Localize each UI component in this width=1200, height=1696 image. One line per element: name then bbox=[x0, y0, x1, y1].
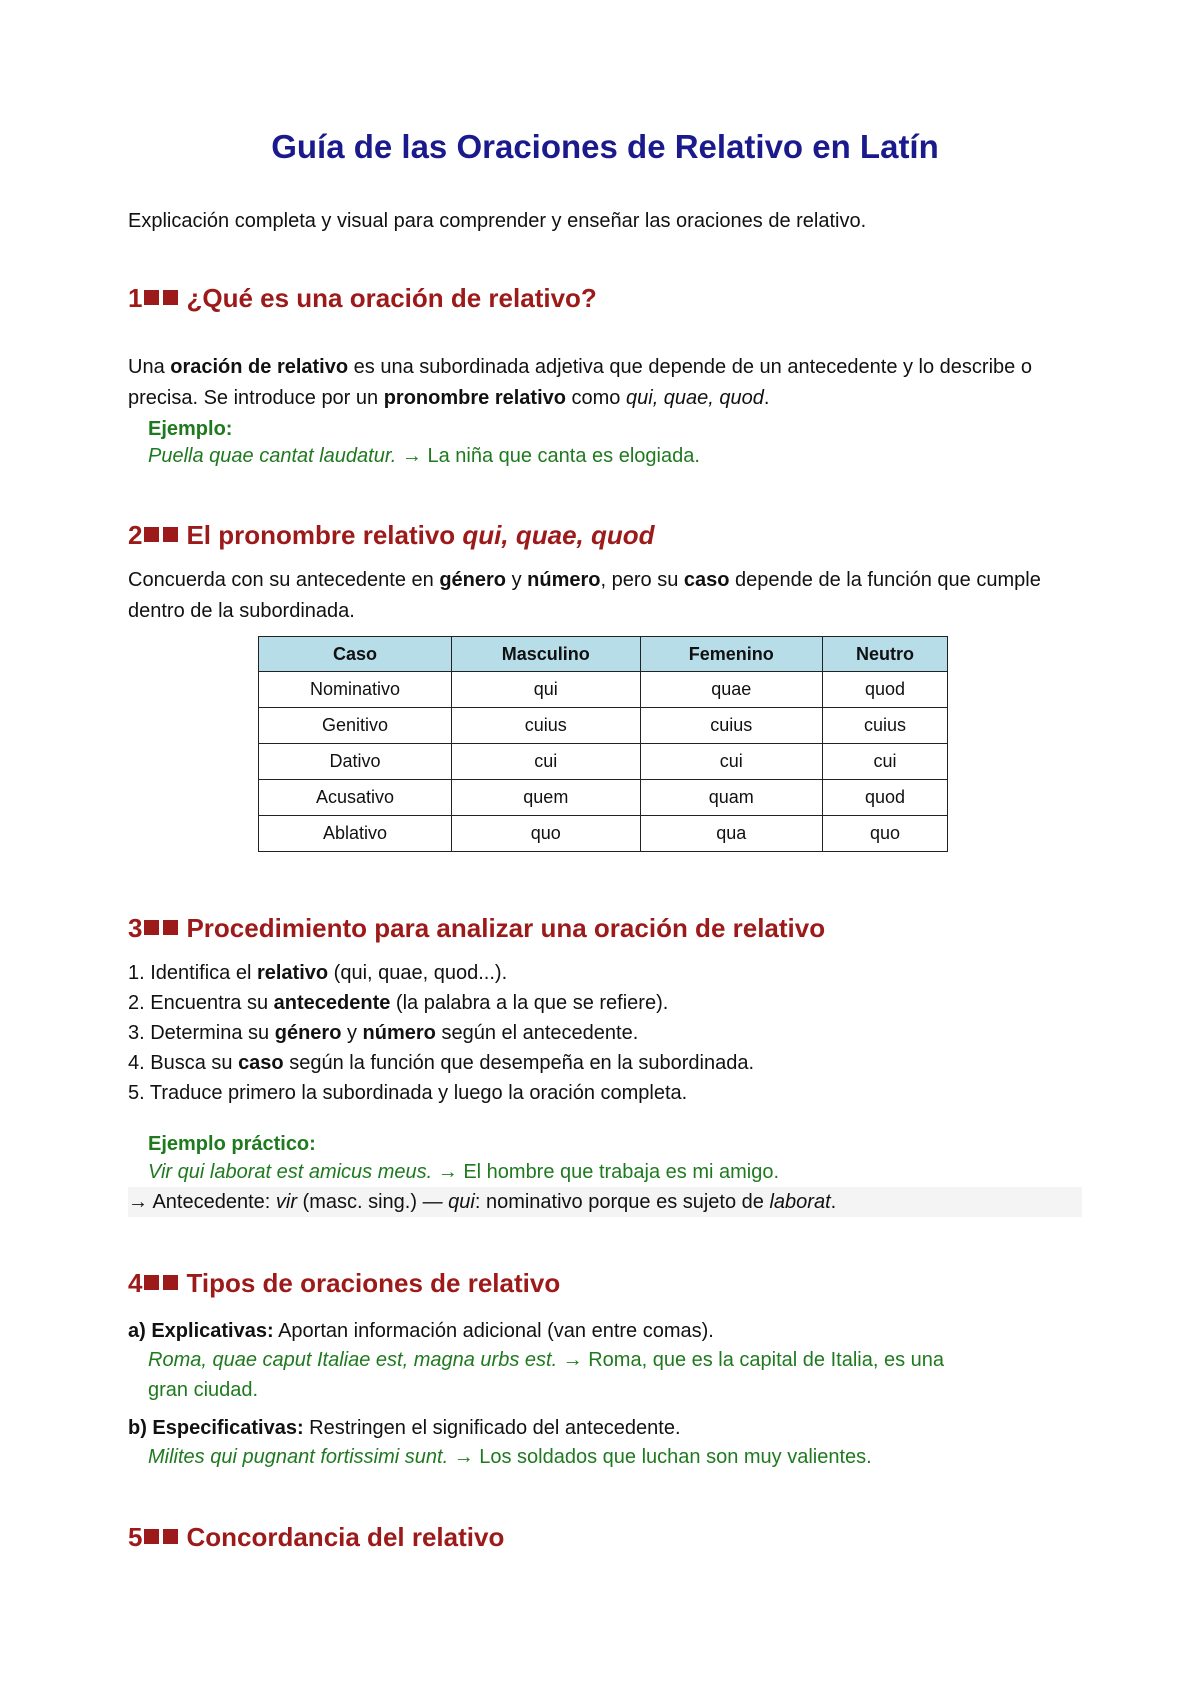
table-header-row bbox=[259, 637, 948, 672]
page-title: Guía de las Oraciones de Relativo en Latín bbox=[271, 128, 939, 165]
list-item bbox=[128, 988, 754, 1018]
bold-term: pronombre relativo bbox=[383, 387, 566, 409]
text-run: depende de la función que cumple dentro de la subordinada. bbox=[128, 569, 1041, 622]
bold-term: número bbox=[362, 1022, 436, 1044]
section-number: 1 bbox=[128, 283, 143, 313]
table-row bbox=[259, 672, 948, 708]
section-number: 5 bbox=[128, 1522, 143, 1552]
text-run: Aportan información adicional (van entre comas). bbox=[273, 1320, 714, 1342]
square-icon bbox=[144, 527, 159, 542]
list-item bbox=[128, 1018, 754, 1048]
list-item bbox=[128, 958, 754, 988]
square-icon bbox=[163, 1275, 178, 1290]
analysis-steps-list bbox=[128, 958, 754, 1108]
text-run: 5. Traduce primero la subordinada y luego la oración completa. bbox=[128, 1082, 688, 1104]
bold-term: antecedente bbox=[273, 992, 391, 1014]
bold-term: oración de relativo bbox=[170, 356, 349, 378]
text-run: Una bbox=[128, 356, 171, 378]
square-icon bbox=[163, 920, 178, 935]
table-cell: Acusativo bbox=[259, 780, 452, 816]
bold-term: b) Especificativas: bbox=[128, 1417, 304, 1439]
square-icon bbox=[144, 1275, 159, 1290]
latin-sentence: Milites qui pugnant fortissimi sunt. bbox=[148, 1446, 449, 1468]
section-number: 3 bbox=[128, 913, 143, 943]
table-cell: quam bbox=[640, 780, 822, 816]
text-run: → Antecedente: bbox=[128, 1191, 276, 1213]
text-run: , pero su bbox=[600, 569, 684, 591]
section-title-italic: qui, quae, quod bbox=[462, 520, 655, 550]
text-run: Restringen el significado del antecedente. bbox=[303, 1417, 681, 1439]
table-cell: cui bbox=[451, 744, 640, 780]
section-3-heading bbox=[128, 913, 825, 944]
section-title: Concordancia del relativo bbox=[186, 1522, 505, 1552]
table-cell: cuius bbox=[822, 708, 947, 744]
table-row bbox=[259, 744, 948, 780]
example-label: Ejemplo: bbox=[148, 418, 233, 440]
translation: → Los soldados que luchan son muy valientes. bbox=[448, 1446, 872, 1468]
section-5-heading bbox=[128, 1522, 504, 1553]
text-run: 3. Determina su bbox=[128, 1022, 275, 1044]
section-1-heading bbox=[128, 283, 597, 314]
text-run: como bbox=[565, 387, 626, 409]
type-a-line bbox=[128, 1320, 714, 1343]
section-1-paragraph bbox=[128, 352, 1082, 414]
bold-term: caso bbox=[683, 569, 730, 591]
square-icon bbox=[144, 1529, 159, 1544]
table-header-cell: Femenino bbox=[640, 637, 822, 672]
table-row bbox=[259, 780, 948, 816]
table-cell: Ablativo bbox=[259, 816, 452, 852]
example-line bbox=[148, 1157, 779, 1187]
relative-pronoun-table bbox=[258, 636, 948, 852]
text-run: (masc. sing.) — bbox=[297, 1191, 449, 1213]
text-run: y bbox=[506, 569, 528, 591]
italic-term: qui, quae, quod bbox=[626, 387, 764, 409]
table-cell: quod bbox=[822, 780, 947, 816]
section-4-heading bbox=[128, 1268, 560, 1299]
table-cell: cuius bbox=[451, 708, 640, 744]
table-cell: quem bbox=[451, 780, 640, 816]
latin-sentence: Puella quae cantat laudatur. bbox=[148, 445, 397, 467]
text-run: 4. Busca su bbox=[128, 1052, 239, 1074]
example-line bbox=[148, 1345, 944, 1375]
italic-term: qui bbox=[448, 1191, 475, 1213]
table-cell: qua bbox=[640, 816, 822, 852]
square-icon bbox=[144, 920, 159, 935]
text-run: (qui, quae, quod...). bbox=[328, 962, 508, 984]
example-line bbox=[148, 1442, 872, 1472]
bold-term: a) Explicativas: bbox=[128, 1320, 274, 1342]
section-title: ¿Qué es una oración de relativo? bbox=[186, 283, 597, 313]
text-run: según la función que desempeña en la subordinada. bbox=[283, 1052, 755, 1074]
table-cell: cuius bbox=[640, 708, 822, 744]
example-line-continued: gran ciudad. bbox=[148, 1379, 259, 1401]
section-number: 2 bbox=[128, 520, 143, 550]
bold-term: caso bbox=[238, 1052, 284, 1074]
italic-term: vir bbox=[275, 1191, 297, 1213]
text-run: : nominativo porque es sujeto de bbox=[474, 1191, 770, 1213]
text-run: (la palabra a la que se refiere). bbox=[390, 992, 669, 1014]
translation: → El hombre que trabaja es mi amigo. bbox=[432, 1161, 780, 1183]
example-label: Ejemplo práctico: bbox=[148, 1133, 316, 1155]
table-cell: qui bbox=[451, 672, 640, 708]
bold-term: relativo bbox=[256, 962, 329, 984]
square-icon bbox=[163, 527, 178, 542]
list-item bbox=[128, 1078, 754, 1108]
table-cell: quo bbox=[451, 816, 640, 852]
type-b-line bbox=[128, 1417, 681, 1440]
translation: → La niña que canta es elogiada. bbox=[396, 445, 700, 467]
table-cell: quae bbox=[640, 672, 822, 708]
section-title: Tipos de oraciones de relativo bbox=[186, 1268, 561, 1298]
section-2-heading bbox=[128, 520, 655, 551]
table-header-cell: Caso bbox=[259, 637, 452, 672]
text-run: 2. Encuentra su bbox=[128, 992, 274, 1014]
latin-sentence: Roma, quae caput Italiae est, magna urbs est. bbox=[148, 1349, 558, 1371]
square-icon bbox=[163, 1529, 178, 1544]
table-cell: Dativo bbox=[259, 744, 452, 780]
table-cell: quo bbox=[822, 816, 947, 852]
page-subtitle: Explicación completa y visual para comprender y enseñar las oraciones de relativo. bbox=[128, 210, 867, 232]
table-cell: cui bbox=[822, 744, 947, 780]
table-row bbox=[259, 708, 948, 744]
table-cell: Nominativo bbox=[259, 672, 452, 708]
section-title: El pronombre relativo bbox=[186, 520, 463, 550]
table-row bbox=[259, 816, 948, 852]
bold-term: género bbox=[439, 569, 507, 591]
latin-sentence: Vir qui laborat est amicus meus. bbox=[148, 1161, 433, 1183]
italic-term: laborat bbox=[769, 1191, 831, 1213]
bold-term: género bbox=[274, 1022, 342, 1044]
example-line bbox=[148, 441, 700, 471]
text-run: es una subordinada adjetiva que depende de un antecedente y lo describe o precisa. Se introduce por un bbox=[128, 356, 1032, 409]
list-item bbox=[128, 1048, 754, 1078]
table-cell: Genitivo bbox=[259, 708, 452, 744]
text-run: . bbox=[763, 387, 770, 409]
text-run: 1. Identifica el bbox=[128, 962, 257, 984]
square-icon bbox=[144, 290, 159, 305]
square-icon bbox=[163, 290, 178, 305]
table-cell: quod bbox=[822, 672, 947, 708]
table-header-cell: Neutro bbox=[822, 637, 947, 672]
text-run: . bbox=[830, 1191, 837, 1213]
section-title: Procedimiento para analizar una oración de relativo bbox=[186, 913, 826, 943]
text-run: según el antecedente. bbox=[435, 1022, 639, 1044]
table-header-cell: Masculino bbox=[451, 637, 640, 672]
text-run: y bbox=[341, 1022, 363, 1044]
translation: → Roma, que es la capital de Italia, es una bbox=[557, 1349, 945, 1371]
table-cell: cui bbox=[640, 744, 822, 780]
section-number: 4 bbox=[128, 1268, 143, 1298]
bold-term: número bbox=[527, 569, 601, 591]
text-run: Concuerda con su antecedente en bbox=[128, 569, 440, 591]
example-note bbox=[128, 1187, 1082, 1217]
section-2-paragraph bbox=[128, 565, 1082, 627]
